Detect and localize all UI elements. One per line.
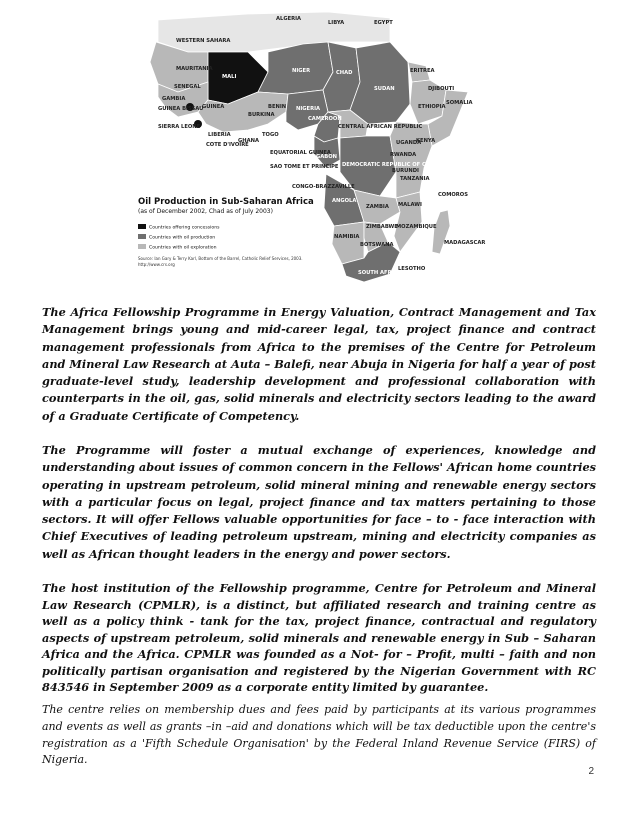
label-somalia: SOMALIA: [446, 100, 473, 106]
label-cameroon: CAMEROON: [308, 116, 342, 122]
label-malawi: MALAWI: [398, 202, 422, 208]
label-gabon: GABON: [316, 154, 337, 160]
page-number: 2: [588, 766, 594, 777]
label-nigeria: NIGERIA: [296, 106, 321, 112]
label-chad: CHAD: [336, 70, 353, 76]
paragraph-programme-exchange: The Programme will foster a mutual exchange of experiences, knowledge and understanding about issues of common concern in the Fellows' African home countries operating in upstream petroleum, solid mineral mining and renewable energy sectors with a particular focus on legal, project finance and tax matters pertaining to those sectors. It will offer Fellows valuable opportunities for face – to - face interaction with Chief Executives of leading petroleum upstream, mining and electricity companies as well as African thought leaders in the energy and power sectors.: [42, 443, 596, 561]
label-rwanda: RWANDA: [390, 152, 417, 158]
label-sao-tome: SAO TOME ET PRINCIPE: [270, 164, 339, 170]
label-libya: LIBYA: [328, 20, 345, 26]
label-djibouti: DJIBOUTI: [428, 86, 455, 92]
label-ethiopia: ETHIOPIA: [418, 104, 446, 110]
label-botswana: BOTSWANA: [360, 242, 394, 248]
legend-label-concessions: Countries offering concessions: [149, 225, 220, 231]
label-kenya: KENYA: [416, 138, 436, 144]
label-cote-divoire: COTE D'IVOIRE: [206, 142, 249, 148]
africa-oil-map: [128, 12, 528, 290]
map-legend: [138, 224, 220, 251]
label-eritrea: ERITREA: [410, 68, 435, 74]
label-western-sahara: WESTERN SAHARA: [176, 38, 231, 44]
label-guinea-bissau: GUINEA BISSAU: [158, 106, 204, 112]
label-zambia: ZAMBIA: [366, 204, 389, 210]
madagascar-shape: [432, 210, 450, 254]
paragraph-funding: The centre relies on membership dues and fees paid by participants at its various programmes and events as well as grants –in –aid and donations which will be tax deductible upon the centre's registration as a 'Fifth Schedule Organisation' by the Federal Inland Revenue Service (FIRS) of Nigeria.: [42, 703, 596, 767]
label-burkina: BURKINA: [248, 112, 275, 118]
africa-map-svg: [128, 12, 528, 290]
label-congo: CONGO-BRAZZAVILLE: [292, 184, 355, 190]
label-niger: NIGER: [292, 68, 311, 74]
label-uganda: UGANDA: [396, 140, 422, 146]
label-burundi: BURUNDI: [392, 168, 419, 174]
label-togo: TOGO: [262, 132, 279, 138]
label-namibia: NAMIBIA: [334, 234, 360, 240]
label-egypt: EGYPT: [374, 20, 393, 26]
label-senegal: SENEGAL: [174, 84, 201, 90]
legend-swatch-exploration: [138, 244, 146, 249]
paragraph-fellowship-intro: The Africa Fellowship Programme in Energy Valuation, Contract Management and Tax Management brings young and mid-career legal, tax, project finance and contract management professionals from Africa to the premises of the Centre for Petroleum and Mineral Law Research at Auta – Balefi, near Abuja in Nigeria for half a year of post graduate-level study, leadership development and professional collaboration with counterparts in the oil, gas, solid minerals and electricity sectors leading to the award of a Graduate Certificate of Competency.: [42, 305, 596, 423]
map-subtitle: (as of December 2002, Chad as of July 2003): [138, 208, 273, 215]
label-sierra-leone: SIERRA LEONE: [158, 124, 201, 130]
legend-swatch-concessions: [138, 224, 146, 229]
legend-swatch-production: [138, 234, 146, 239]
label-gambia: GAMBIA: [162, 96, 186, 102]
label-ghana: GHANA: [238, 138, 259, 144]
label-mali: MALI: [222, 74, 237, 80]
mozambique-shape: [394, 192, 422, 252]
label-tanzania: TANZANIA: [400, 176, 430, 182]
label-benin: BENIN: [268, 104, 287, 110]
label-liberia: LIBERIA: [208, 132, 231, 138]
label-sudan: SUDAN: [374, 86, 395, 92]
map-source-line2: http://www.crs.org: [138, 262, 175, 267]
label-mozambique: MOZAMBIQUE: [396, 224, 437, 230]
label-algeria: ALGERIA: [276, 16, 302, 22]
east-africa-shape: [390, 122, 432, 198]
north-africa-shape: [158, 12, 390, 52]
paragraph-host-institution: The host institution of the Fellowship programme, Centre for Petroleum and Mineral Law Research (CPMLR), is a distinct, but affiliated research and training centre as well as a policy think - tank for the tax, project finance, contractual and regulatory aspects of upstream petroleum, solid minerals and renewable energy in Sub – Saharan Africa and the Africa. CPMLR was founded as a Not- for – Profit, multi – faith and non politically partisan organisation and registered by the Nigerian Government with RC 843546 in September 2009 as a corporate entity limited by guarantee.: [42, 581, 596, 694]
label-drc: DEMOCRATIC REPUBLIC OF CONGO: [342, 162, 444, 168]
legend-label-exploration: Countries with oil exploration: [149, 245, 217, 251]
map-title: Oil Production in Sub-Saharan Africa: [138, 197, 314, 207]
label-madagascar: MADAGASCAR: [444, 240, 486, 246]
label-car: CENTRAL AFRICAN REPUBLIC: [338, 124, 423, 130]
label-comoros: COMOROS: [438, 192, 468, 198]
label-south-africa: SOUTH AFRICA: [358, 270, 402, 276]
label-zimbabwe: ZIMBABWE: [366, 224, 398, 230]
map-source-line1: Source: Ian Gary & Terry Karl, Bottom of the Barrel, Catholic Relief Services, 2003.: [138, 256, 303, 261]
legend-label-production: Countries with oil production: [149, 235, 216, 241]
label-mauritania: MAURITANIA: [176, 66, 213, 72]
label-equatorial-guinea: EQUATORIAL GUINEA: [270, 150, 331, 156]
label-angola: ANGOLA: [332, 198, 357, 204]
label-lesotho: LESOTHO: [398, 266, 426, 272]
label-guinea: GUINEA: [202, 104, 225, 110]
